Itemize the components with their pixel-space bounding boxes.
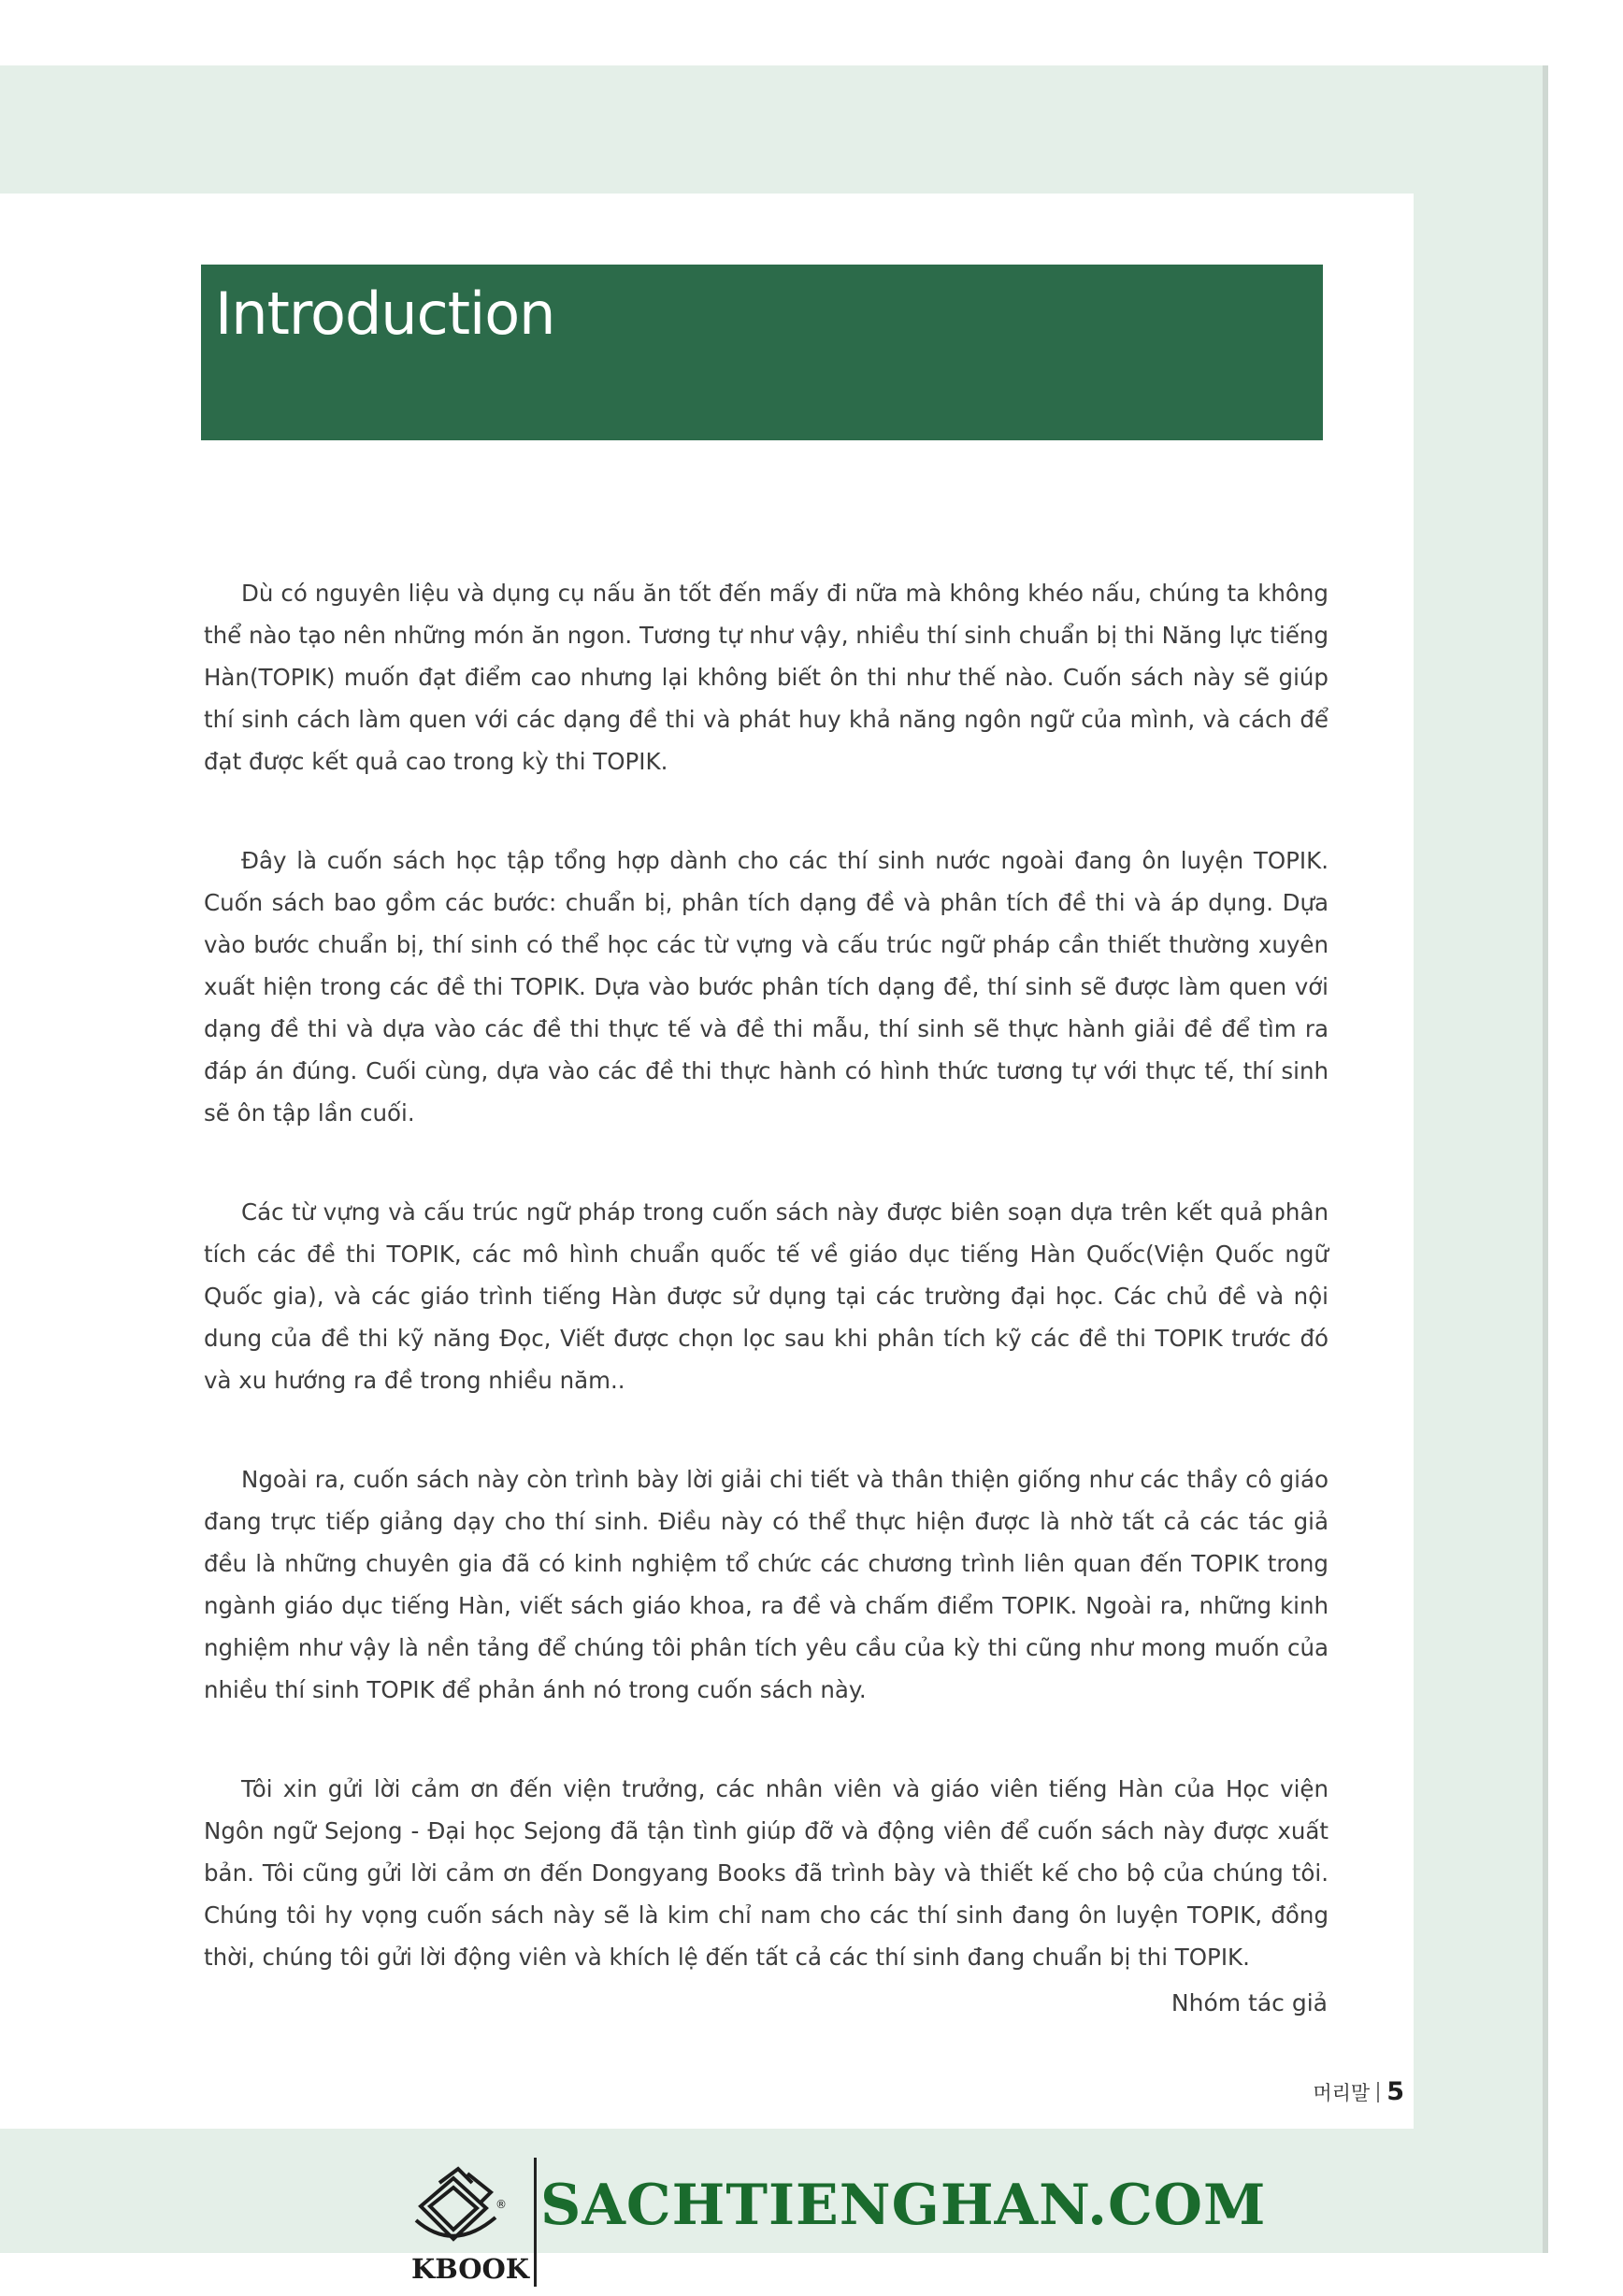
svg-text:®: ® <box>496 2198 507 2211</box>
signature: Nhóm tác giả <box>1171 1989 1328 2016</box>
watermark-site: SACHTIENGHAN.COM <box>540 2173 1267 2238</box>
watermark-divider <box>534 2158 537 2287</box>
page-folio <box>1290 2077 1404 2106</box>
body-text <box>204 572 1329 2035</box>
paragraph-4: Ngoài ra, cuốn sách này còn trình bày lời giải chi tiết và thân thiện giống như các thầy cô giáo đang trực tiếp giảng dạy cho thí sinh. Điều này có thể thực hiện được là nhờ tất cả các tác giả đều là những chuyên gia đã có kinh nghiệm tổ chức các chương trình liên quan đến TOPIK trong ngành giáo dục tiếng Hàn, viết sách giáo khoa, ra đề và chấm điểm TOPIK. Ngoài ra, những kinh nghiệm như vậy là nền tảng để chúng tôi phân tích yêu cầu của kỳ thi cũng như mong muốn của nhiều thí sinh TOPIK để phản ánh nó trong cuốn sách này. <box>204 1466 1329 1703</box>
paragraph-5: Tôi xin gửi lời cảm ơn đến viện trưởng, các nhân viên và giáo viên tiếng Hàn của Học viện Ngôn ngữ Sejong - Đại học Sejong đã tận tình giúp đỡ và động viên để cuốn sách này được xuất bản. Tôi cũng gửi lời cảm ơn đến Dongyang Books đã trình bày và thiết kế cho bộ của chúng tôi. Chúng tôi hy vọng cuốn sách này sẽ là kim chỉ nam cho các thí sinh đang ôn luyện TOPIK, đồng thời, chúng tôi gửi lời động viên và khích lệ đến tất cả các thí sinh đang chuẩn bị thi TOPIK. <box>204 1775 1329 1971</box>
paragraph-2: Đây là cuốn sách học tập tổng hợp dành cho các thí sinh nước ngoài đang ôn luyện TOPIK. Cuốn sách bao gồm các bước: chuẩn bị, phân tích dạng đề và phân tích đề thi và áp dụng. Dựa vào bước chuẩn bị, thí sinh có thể học các từ vựng và cấu trúc ngữ pháp cần thiết thường xuyên xuất hiện trong các đề thi TOPIK. Dựa vào bước phân tích dạng đề, thí sinh sẽ được làm quen với dạng đề thi và dựa vào các đề thi thực tế và đề thi mẫu, thí sinh sẽ thực hành giải đề để tìm ra đáp án đúng. Cuối cùng, dựa vào các đề thi thực hành có hình thức tương tự với thực tế, thí sinh sẽ ôn tập lần cuối. <box>204 847 1329 1126</box>
watermark <box>402 2150 1267 2290</box>
paragraph-3: Các từ vựng và cấu trúc ngữ pháp trong cuốn sách này được biên soạn dựa trên kết quả phân tích các đề thi TOPIK, các mô hình chuẩn quốc tế về giáo dục tiếng Hàn Quốc(Viện Quốc ngữ Quốc gia), và các giáo trình tiếng Hàn được sử dụng tại các trường đại học. Các chủ đề và nội dung của đề thi kỹ năng Đọc, Viết được chọn lọc sau khi phân tích kỹ các đề thi TOPIK trước đó và xu hướng ra đề trong nhiều năm.. <box>204 1198 1329 1394</box>
page-title: Introduction <box>215 280 555 348</box>
kbook-logo-text: KBOOK <box>411 2253 529 2285</box>
paragraph-1: Dù có nguyên liệu và dụng cụ nấu ăn tốt đến mấy đi nữa mà không khéo nấu, chúng ta không thể nào tạo nên những món ăn ngon. Tương tự như vậy, nhiều thí sinh chuẩn bị thi Năng lực tiếng Hàn(TOPIK) muốn đạt điểm cao nhưng lại không biết ôn thi như thế nào. Cuốn sách này sẽ giúp thí sinh cách làm quen với các dạng đề thi và phát huy khả năng ngôn ngữ của mình, và cách để đạt được kết quả cao trong kỳ thi TOPIK. <box>204 580 1329 775</box>
scan-edge <box>1543 65 1548 2253</box>
folio-label: 머리말 <box>1313 2081 1371 2104</box>
page-number: 5 <box>1386 2077 1404 2106</box>
folio-separator <box>1377 2082 1379 2102</box>
